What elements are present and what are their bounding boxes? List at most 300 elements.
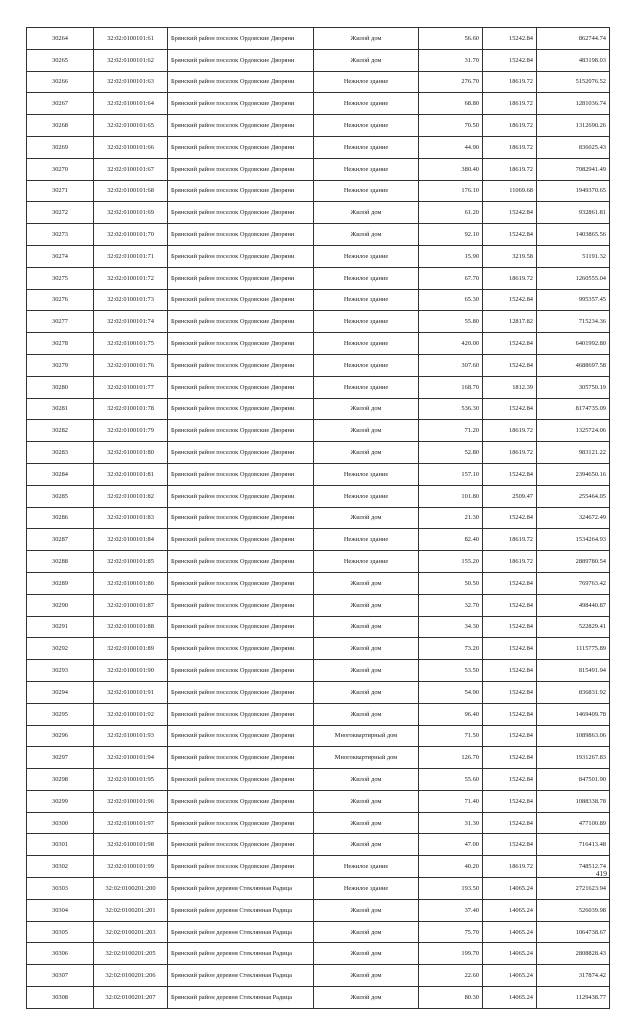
row-index-cell: 30298 xyxy=(27,769,94,791)
address-cell: Брянский район поселок Ордовские Дворяни xyxy=(168,224,314,246)
unit-value-cell: 15242.84 xyxy=(483,834,537,856)
area-cell: 44.90 xyxy=(419,136,483,158)
row-index-cell: 30274 xyxy=(27,245,94,267)
cadastral-value-cell: 1403865.56 xyxy=(537,224,610,246)
unit-value-cell: 15242.84 xyxy=(483,507,537,529)
cadastral-number-cell: 32:02:0100201:206 xyxy=(94,965,168,987)
unit-value-cell: 18619.72 xyxy=(483,136,537,158)
address-cell: Брянский район поселок Ордовские Дворяни xyxy=(168,594,314,616)
area-cell: 71.40 xyxy=(419,790,483,812)
row-index-cell: 30305 xyxy=(27,921,94,943)
address-cell: Брянский район поселок Ордовские Дворяни xyxy=(168,747,314,769)
object-type-cell: Жилой дом xyxy=(314,703,419,725)
object-type-cell: Жилой дом xyxy=(314,202,419,224)
area-cell: 168.70 xyxy=(419,376,483,398)
unit-value-cell: 15242.84 xyxy=(483,289,537,311)
cadastral-value-cell: 1115775.89 xyxy=(537,638,610,660)
unit-value-cell: 15242.84 xyxy=(483,769,537,791)
cadastral-value-cell: 847501.90 xyxy=(537,769,610,791)
cadastral-number-cell: 32:02:0100101:96 xyxy=(94,790,168,812)
row-index-cell: 30280 xyxy=(27,376,94,398)
cadastral-number-cell: 32:02:0100201:201 xyxy=(94,899,168,921)
address-cell: Брянский район поселок Ордовские Дворяни xyxy=(168,202,314,224)
cadastral-value-cell: 7082941.49 xyxy=(537,158,610,180)
row-index-cell: 30296 xyxy=(27,725,94,747)
object-type-cell: Жилой дом xyxy=(314,442,419,464)
address-cell: Брянский район поселок Ордовские Дворяни xyxy=(168,703,314,725)
row-index-cell: 30285 xyxy=(27,485,94,507)
cadastral-value-cell: 995357.45 xyxy=(537,289,610,311)
address-cell: Брянский район поселок Ордовские Дворяни xyxy=(168,93,314,115)
table-row xyxy=(27,398,610,420)
address-cell: Брянский район поселок Ордовские Дворяни xyxy=(168,420,314,442)
unit-value-cell: 15242.84 xyxy=(483,638,537,660)
cadastral-value-cell: 526039.98 xyxy=(537,899,610,921)
cadastral-number-cell: 32:02:0100101:99 xyxy=(94,856,168,878)
table-row xyxy=(27,790,610,812)
unit-value-cell: 18619.72 xyxy=(483,93,537,115)
address-cell: Брянский район поселок Ордовские Дворяни xyxy=(168,572,314,594)
address-cell: Брянский район поселок Ордовские Дворяни xyxy=(168,725,314,747)
address-cell: Брянский район поселок Ордовские Дворяни xyxy=(168,311,314,333)
cadastral-number-cell: 32:02:0100201:205 xyxy=(94,943,168,965)
row-index-cell: 30295 xyxy=(27,703,94,725)
row-index-cell: 30276 xyxy=(27,289,94,311)
cadastral-number-cell: 32:02:0100101:89 xyxy=(94,638,168,660)
area-cell: 53.50 xyxy=(419,660,483,682)
unit-value-cell: 14065.24 xyxy=(483,987,537,1009)
row-index-cell: 30279 xyxy=(27,354,94,376)
table-row xyxy=(27,463,610,485)
object-type-cell: Жилой дом xyxy=(314,681,419,703)
object-type-cell: Нежилое здание xyxy=(314,311,419,333)
row-index-cell: 30269 xyxy=(27,136,94,158)
address-cell: Брянский район деревня Стеклянная Радица xyxy=(168,899,314,921)
cadastral-number-cell: 32:02:0100101:62 xyxy=(94,49,168,71)
unit-value-cell: 18619.72 xyxy=(483,420,537,442)
table-row xyxy=(27,529,610,551)
area-cell: 55.80 xyxy=(419,311,483,333)
address-cell: Брянский район деревня Стеклянная Радица xyxy=(168,878,314,900)
object-type-cell: Жилой дом xyxy=(314,769,419,791)
object-type-cell: Нежилое здание xyxy=(314,158,419,180)
address-cell: Брянский район деревня Стеклянная Радица xyxy=(168,987,314,1009)
cadastral-value-cell: 51191.32 xyxy=(537,245,610,267)
cadastral-number-cell: 32:02:0100101:72 xyxy=(94,267,168,289)
row-index-cell: 30300 xyxy=(27,812,94,834)
unit-value-cell: 18619.72 xyxy=(483,158,537,180)
address-cell: Брянский район поселок Ордовские Дворяни xyxy=(168,681,314,703)
cadastral-number-cell: 32:02:0100101:95 xyxy=(94,769,168,791)
address-cell: Брянский район поселок Ордовские Дворяни xyxy=(168,638,314,660)
object-type-cell: Жилой дом xyxy=(314,28,419,50)
object-type-cell: Нежилое здание xyxy=(314,354,419,376)
table-row xyxy=(27,747,610,769)
row-index-cell: 30271 xyxy=(27,180,94,202)
row-index-cell: 30284 xyxy=(27,463,94,485)
cadastral-value-cell: 477100.89 xyxy=(537,812,610,834)
object-type-cell: Жилой дом xyxy=(314,224,419,246)
row-index-cell: 30294 xyxy=(27,681,94,703)
area-cell: 32.70 xyxy=(419,594,483,616)
object-type-cell: Жилой дом xyxy=(314,834,419,856)
unit-value-cell: 15242.84 xyxy=(483,463,537,485)
address-cell: Брянский район поселок Ордовские Дворяни xyxy=(168,115,314,137)
object-type-cell: Нежилое здание xyxy=(314,71,419,93)
cadastral-number-cell: 32:02:0100101:61 xyxy=(94,28,168,50)
object-type-cell: Жилой дом xyxy=(314,398,419,420)
area-cell: 47.00 xyxy=(419,834,483,856)
object-type-cell: Жилой дом xyxy=(314,965,419,987)
unit-value-cell: 15242.84 xyxy=(483,790,537,812)
unit-value-cell: 15242.84 xyxy=(483,660,537,682)
unit-value-cell: 14065.24 xyxy=(483,943,537,965)
cadastral-number-cell: 32:02:0100101:79 xyxy=(94,420,168,442)
table-row xyxy=(27,333,610,355)
row-index-cell: 30301 xyxy=(27,834,94,856)
cadastral-value-cell: 862744.74 xyxy=(537,28,610,50)
area-cell: 96.40 xyxy=(419,703,483,725)
address-cell: Брянский район поселок Ордовские Дворяни xyxy=(168,398,314,420)
unit-value-cell: 15242.84 xyxy=(483,725,537,747)
cadastral-value-cell: 255464.05 xyxy=(537,485,610,507)
area-cell: 380.40 xyxy=(419,158,483,180)
row-index-cell: 30306 xyxy=(27,943,94,965)
registry-table-body xyxy=(27,28,610,1009)
cadastral-number-cell: 32:02:0100101:66 xyxy=(94,136,168,158)
cadastral-number-cell: 32:02:0100101:86 xyxy=(94,572,168,594)
area-cell: 22.60 xyxy=(419,965,483,987)
cadastral-value-cell: 305750.19 xyxy=(537,376,610,398)
address-cell: Брянский район поселок Ордовские Дворяни xyxy=(168,529,314,551)
address-cell: Брянский район поселок Ордовские Дворяни xyxy=(168,28,314,50)
table-row xyxy=(27,834,610,856)
address-cell: Брянский район поселок Ордовские Дворяни xyxy=(168,551,314,573)
table-row xyxy=(27,245,610,267)
cadastral-number-cell: 32:02:0100101:85 xyxy=(94,551,168,573)
cadastral-value-cell: 1088338.78 xyxy=(537,790,610,812)
row-index-cell: 30275 xyxy=(27,267,94,289)
table-row xyxy=(27,485,610,507)
object-type-cell: Нежилое здание xyxy=(314,289,419,311)
address-cell: Брянский район поселок Ордовские Дворяни xyxy=(168,376,314,398)
row-index-cell: 30290 xyxy=(27,594,94,616)
row-index-cell: 30265 xyxy=(27,49,94,71)
object-type-cell: Жилой дом xyxy=(314,507,419,529)
unit-value-cell: 15242.84 xyxy=(483,398,537,420)
row-index-cell: 30266 xyxy=(27,71,94,93)
row-index-cell: 30273 xyxy=(27,224,94,246)
address-cell: Брянский район поселок Ордовские Дворяни xyxy=(168,856,314,878)
cadastral-number-cell: 32:02:0100101:94 xyxy=(94,747,168,769)
object-type-cell: Нежилое здание xyxy=(314,115,419,137)
object-type-cell: Нежилое здание xyxy=(314,136,419,158)
object-type-cell: Нежилое здание xyxy=(314,551,419,573)
row-index-cell: 30308 xyxy=(27,987,94,1009)
row-index-cell: 30283 xyxy=(27,442,94,464)
cadastral-value-cell: 1281036.74 xyxy=(537,93,610,115)
row-index-cell: 30289 xyxy=(27,572,94,594)
area-cell: 176.10 xyxy=(419,180,483,202)
cadastral-number-cell: 32:02:0100101:82 xyxy=(94,485,168,507)
address-cell: Брянский район поселок Ордовские Дворяни xyxy=(168,158,314,180)
cadastral-number-cell: 32:02:0100101:90 xyxy=(94,660,168,682)
table-row xyxy=(27,987,610,1009)
cadastral-number-cell: 32:02:0100101:91 xyxy=(94,681,168,703)
area-cell: 65.30 xyxy=(419,289,483,311)
area-cell: 56.60 xyxy=(419,28,483,50)
cadastral-value-cell: 1469409.78 xyxy=(537,703,610,725)
table-row xyxy=(27,376,610,398)
row-index-cell: 30291 xyxy=(27,616,94,638)
cadastral-number-cell: 32:02:0100101:74 xyxy=(94,311,168,333)
row-index-cell: 30292 xyxy=(27,638,94,660)
object-type-cell: Нежилое здание xyxy=(314,333,419,355)
table-row xyxy=(27,638,610,660)
cadastral-number-cell: 32:02:0100101:81 xyxy=(94,463,168,485)
cadastral-value-cell: 715234.36 xyxy=(537,311,610,333)
area-cell: 67.70 xyxy=(419,267,483,289)
cadastral-value-cell: 836831.92 xyxy=(537,681,610,703)
unit-value-cell: 1812.39 xyxy=(483,376,537,398)
address-cell: Брянский район поселок Ордовские Дворяни xyxy=(168,485,314,507)
cadastral-value-cell: 748512.74 xyxy=(537,856,610,878)
row-index-cell: 30268 xyxy=(27,115,94,137)
cadastral-number-cell: 32:02:0100101:92 xyxy=(94,703,168,725)
area-cell: 199.70 xyxy=(419,943,483,965)
table-row xyxy=(27,594,610,616)
object-type-cell: Нежилое здание xyxy=(314,180,419,202)
unit-value-cell: 14065.24 xyxy=(483,878,537,900)
cadastral-number-cell: 32:02:0100101:83 xyxy=(94,507,168,529)
row-index-cell: 30299 xyxy=(27,790,94,812)
cadastral-number-cell: 32:02:0100101:68 xyxy=(94,180,168,202)
row-index-cell: 30288 xyxy=(27,551,94,573)
object-type-cell: Нежилое здание xyxy=(314,245,419,267)
unit-value-cell: 11069.68 xyxy=(483,180,537,202)
address-cell: Брянский район поселок Ордовские Дворяни xyxy=(168,245,314,267)
table-row xyxy=(27,180,610,202)
address-cell: Брянский район поселок Ордовские Дворяни xyxy=(168,463,314,485)
area-cell: 82.40 xyxy=(419,529,483,551)
unit-value-cell: 15242.84 xyxy=(483,333,537,355)
cadastral-value-cell: 2721623.94 xyxy=(537,878,610,900)
row-index-cell: 30286 xyxy=(27,507,94,529)
unit-value-cell: 15242.84 xyxy=(483,202,537,224)
table-row xyxy=(27,311,610,333)
table-row xyxy=(27,551,610,573)
object-type-cell: Жилой дом xyxy=(314,943,419,965)
table-row xyxy=(27,354,610,376)
cadastral-value-cell: 1064738.67 xyxy=(537,921,610,943)
unit-value-cell: 18619.72 xyxy=(483,267,537,289)
address-cell: Брянский район деревня Стеклянная Радица xyxy=(168,921,314,943)
cadastral-number-cell: 32:02:0100101:63 xyxy=(94,71,168,93)
area-cell: 75.70 xyxy=(419,921,483,943)
cadastral-value-cell: 522829.41 xyxy=(537,616,610,638)
table-row xyxy=(27,49,610,71)
object-type-cell: Нежилое здание xyxy=(314,267,419,289)
unit-value-cell: 15242.84 xyxy=(483,681,537,703)
cadastral-number-cell: 32:02:0100101:71 xyxy=(94,245,168,267)
address-cell: Брянский район поселок Ордовские Дворяни xyxy=(168,136,314,158)
cadastral-number-cell: 32:02:0100101:64 xyxy=(94,93,168,115)
cadastral-value-cell: 317874.42 xyxy=(537,965,610,987)
area-cell: 31.30 xyxy=(419,812,483,834)
area-cell: 155.20 xyxy=(419,551,483,573)
unit-value-cell: 15242.84 xyxy=(483,49,537,71)
unit-value-cell: 15242.84 xyxy=(483,703,537,725)
row-index-cell: 30297 xyxy=(27,747,94,769)
cadastral-number-cell: 32:02:0100101:73 xyxy=(94,289,168,311)
area-cell: 80.30 xyxy=(419,987,483,1009)
area-cell: 193.50 xyxy=(419,878,483,900)
address-cell: Брянский район поселок Ордовские Дворяни xyxy=(168,616,314,638)
address-cell: Брянский район поселок Ордовские Дворяни xyxy=(168,289,314,311)
table-row xyxy=(27,420,610,442)
table-row xyxy=(27,224,610,246)
address-cell: Брянский район поселок Ордовские Дворяни xyxy=(168,333,314,355)
table-row xyxy=(27,769,610,791)
cadastral-value-cell: 5152076.52 xyxy=(537,71,610,93)
area-cell: 71.50 xyxy=(419,725,483,747)
table-row xyxy=(27,943,610,965)
object-type-cell: Жилой дом xyxy=(314,660,419,682)
cadastral-number-cell: 32:02:0100101:75 xyxy=(94,333,168,355)
unit-value-cell: 14065.24 xyxy=(483,965,537,987)
row-index-cell: 30270 xyxy=(27,158,94,180)
cadastral-value-cell: 1312690.26 xyxy=(537,115,610,137)
table-row xyxy=(27,507,610,529)
area-cell: 21.30 xyxy=(419,507,483,529)
area-cell: 40.20 xyxy=(419,856,483,878)
cadastral-number-cell: 32:02:0100101:80 xyxy=(94,442,168,464)
cadastral-number-cell: 32:02:0100101:69 xyxy=(94,202,168,224)
object-type-cell: Нежилое здание xyxy=(314,463,419,485)
object-type-cell: Нежилое здание xyxy=(314,93,419,115)
unit-value-cell: 15242.84 xyxy=(483,747,537,769)
object-type-cell: Жилой дом xyxy=(314,49,419,71)
row-index-cell: 30287 xyxy=(27,529,94,551)
cadastral-value-cell: 716413.48 xyxy=(537,834,610,856)
cadastral-number-cell: 32:02:0100201:203 xyxy=(94,921,168,943)
address-cell: Брянский район поселок Ордовские Дворяни xyxy=(168,507,314,529)
area-cell: 101.80 xyxy=(419,485,483,507)
unit-value-cell: 14065.24 xyxy=(483,921,537,943)
cadastral-value-cell: 4688697.58 xyxy=(537,354,610,376)
area-cell: 54.90 xyxy=(419,681,483,703)
cadastral-number-cell: 32:02:0100101:93 xyxy=(94,725,168,747)
area-cell: 34.30 xyxy=(419,616,483,638)
cadastral-value-cell: 483198.03 xyxy=(537,49,610,71)
cadastral-value-cell: 1325724.06 xyxy=(537,420,610,442)
table-row xyxy=(27,703,610,725)
unit-value-cell: 15242.84 xyxy=(483,28,537,50)
cadastral-value-cell: 1534264.93 xyxy=(537,529,610,551)
object-type-cell: Жилой дом xyxy=(314,899,419,921)
area-cell: 92.10 xyxy=(419,224,483,246)
row-index-cell: 30293 xyxy=(27,660,94,682)
area-cell: 536.30 xyxy=(419,398,483,420)
table-row xyxy=(27,921,610,943)
cadastral-number-cell: 32:02:0100201:207 xyxy=(94,987,168,1009)
cadastral-number-cell: 32:02:0100101:65 xyxy=(94,115,168,137)
area-cell: 276.70 xyxy=(419,71,483,93)
address-cell: Брянский район поселок Ордовские Дворяни xyxy=(168,71,314,93)
address-cell: Брянский район деревня Стеклянная Радица xyxy=(168,965,314,987)
object-type-cell: Нежилое здание xyxy=(314,376,419,398)
page-number: 419 xyxy=(595,869,607,878)
cadastral-value-cell: 2889780.54 xyxy=(537,551,610,573)
unit-value-cell: 15242.84 xyxy=(483,354,537,376)
cadastral-value-cell: 1931267.83 xyxy=(537,747,610,769)
cadastral-value-cell: 1089863.06 xyxy=(537,725,610,747)
property-registry-table xyxy=(26,27,610,1009)
table-row xyxy=(27,158,610,180)
cadastral-value-cell: 932861.81 xyxy=(537,202,610,224)
object-type-cell: Жилой дом xyxy=(314,921,419,943)
area-cell: 73.20 xyxy=(419,638,483,660)
cadastral-number-cell: 32:02:0100101:98 xyxy=(94,834,168,856)
unit-value-cell: 14065.24 xyxy=(483,899,537,921)
area-cell: 68.80 xyxy=(419,93,483,115)
object-type-cell: Жилой дом xyxy=(314,812,419,834)
table-row xyxy=(27,660,610,682)
address-cell: Брянский район поселок Ордовские Дворяни xyxy=(168,180,314,202)
table-row xyxy=(27,812,610,834)
table-row xyxy=(27,725,610,747)
row-index-cell: 30307 xyxy=(27,965,94,987)
area-cell: 52.80 xyxy=(419,442,483,464)
cadastral-number-cell: 32:02:0100101:88 xyxy=(94,616,168,638)
cadastral-value-cell: 2394650.16 xyxy=(537,463,610,485)
cadastral-value-cell: 498440.87 xyxy=(537,594,610,616)
table-row xyxy=(27,115,610,137)
address-cell: Брянский район деревня Стеклянная Радица xyxy=(168,943,314,965)
address-cell: Брянский район поселок Ордовские Дворяни xyxy=(168,49,314,71)
area-cell: 37.40 xyxy=(419,899,483,921)
cadastral-number-cell: 32:02:0100101:78 xyxy=(94,398,168,420)
row-index-cell: 30302 xyxy=(27,856,94,878)
row-index-cell: 30272 xyxy=(27,202,94,224)
unit-value-cell: 18619.72 xyxy=(483,71,537,93)
area-cell: 55.60 xyxy=(419,769,483,791)
object-type-cell: Жилой дом xyxy=(314,616,419,638)
unit-value-cell: 18619.72 xyxy=(483,551,537,573)
row-index-cell: 30303 xyxy=(27,878,94,900)
area-cell: 307.60 xyxy=(419,354,483,376)
cadastral-number-cell: 32:02:0100101:84 xyxy=(94,529,168,551)
object-type-cell: Жилой дом xyxy=(314,987,419,1009)
object-type-cell: Жилой дом xyxy=(314,638,419,660)
area-cell: 50.50 xyxy=(419,572,483,594)
cadastral-number-cell: 32:02:0100101:76 xyxy=(94,354,168,376)
object-type-cell: Нежилое здание xyxy=(314,529,419,551)
cadastral-number-cell: 32:02:0100101:70 xyxy=(94,224,168,246)
object-type-cell: Жилой дом xyxy=(314,790,419,812)
object-type-cell: Жилой дом xyxy=(314,594,419,616)
area-cell: 15.90 xyxy=(419,245,483,267)
table-row xyxy=(27,878,610,900)
table-row xyxy=(27,681,610,703)
cadastral-value-cell: 2808828.43 xyxy=(537,943,610,965)
row-index-cell: 30278 xyxy=(27,333,94,355)
row-index-cell: 30304 xyxy=(27,899,94,921)
cadastral-value-cell: 324672.49 xyxy=(537,507,610,529)
row-index-cell: 30282 xyxy=(27,420,94,442)
unit-value-cell: 15242.84 xyxy=(483,594,537,616)
cadastral-value-cell: 983121.22 xyxy=(537,442,610,464)
